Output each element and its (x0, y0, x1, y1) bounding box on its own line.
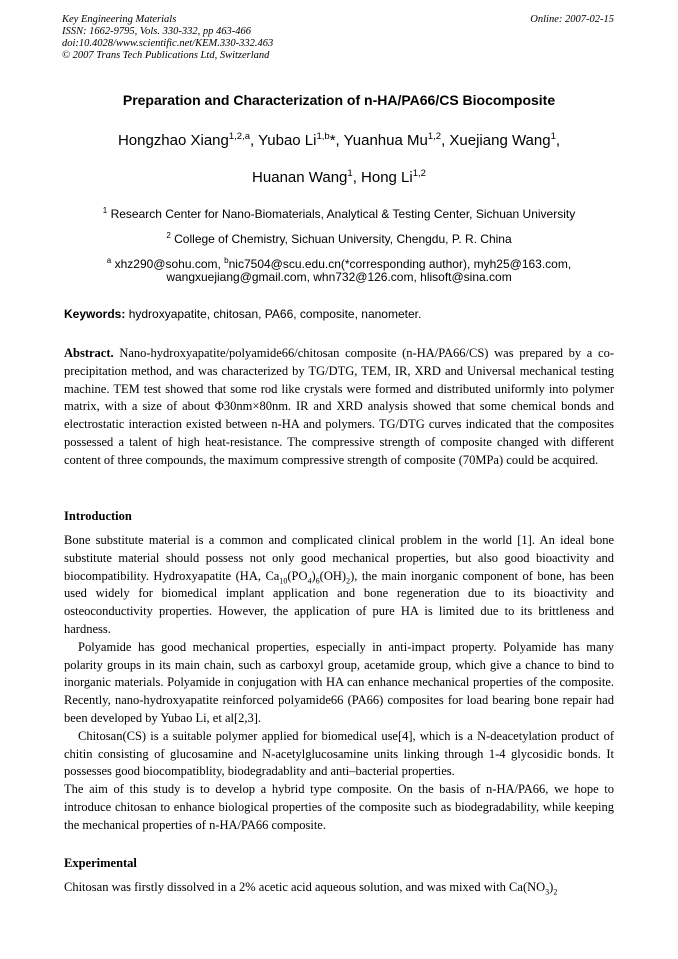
author-name: Hong Li (361, 169, 413, 186)
experimental-paragraph-1: Chitosan was firstly dissolved in a 2% acetic acid aqueous solution, and was mixed with $Ca(NO_3)_2$ (64, 880, 558, 897)
author-affiliation-mark: 1 (550, 131, 556, 142)
author-name: Yuanhua Mu (343, 132, 428, 149)
keywords (64, 307, 421, 321)
abstract-text: Nano-hydroxyapatite/polyamide66/chitosan composite (n-HA/PA66/CS) was prepared by a co-precipitation method, and was characterized by TG/DTG, TEM, IR, XRD and Universal mechanical testing machine. TEM test showed that some rod like crystals were formed and distributed uniformly into polymer matrix, with a size of about Φ30nm×80nm. IR and XRD analysis showed that some chemical bonds and electrostatic interaction existed between n-HA and polymers. TG/DTG curves indicated that the composites possessed a talent of high heat-resistance. The compressive strength of composite changed with different content of three compounds, the maximum compressive strength of composite (70MPa) could be acquired. (64, 346, 614, 467)
intro-paragraph-2: Polyamide has good mechanical properties, especially in anti-impact property. Polyamide has many polarity groups in its main chain, such as carboxyl group, acetamide group, which give a chance to bind to inorganic materials. Polyamide in conjugation with HA can enhance mechanical properties of the composite. Recently, nano-hydroxyapatite reinforced polyamide66 (PA66) composites for load bearing bone repair had been developed by Yubao Li, et al[2,3]. (64, 639, 614, 725)
author-name: Huanan Wang (252, 169, 348, 186)
introduction-body (64, 532, 614, 835)
journal-copyright: © 2007 Trans Tech Publications Ltd, Switzerland (62, 50, 270, 61)
introduction-heading: Introduction (64, 509, 132, 523)
author-line-2: Huanan Wang$^1$, Hong Li$^{1,2}$ (252, 168, 426, 186)
email-text: nic7504@scu.edu.cn(*corresponding author), myh25@163.com, (228, 257, 572, 271)
abstract-label: Abstract. (64, 346, 114, 360)
author-affiliation-mark: 1,b (316, 131, 330, 142)
affiliation-mark: 2 (166, 231, 171, 240)
email-mark: b (224, 256, 229, 265)
affiliation-1 (0, 202, 678, 223)
author-affiliation-mark: 1,2,a (228, 131, 250, 142)
intro-paragraph-3: Chitosan(CS) is a suitable polymer applied for biomedical use[4], which is a N-deacetylation product of chitin consisting of glucosamine and N-acetylglucosamine units linking through 1-4 glycosidic bonds. It possesses good biocompatiblity, biodegradablity and anti–bacterial properties. (64, 728, 614, 779)
email-mark: a (106, 256, 112, 265)
author-affiliation-mark: 1 (347, 168, 353, 179)
author-affiliation-mark: 1,2 (412, 168, 426, 179)
journal-name: Key Engineering Materials (62, 14, 177, 25)
affiliation-text: College of Chemistry, Sichuan University, Chengdu, P. R. China (174, 232, 512, 246)
experimental-body (64, 879, 614, 897)
affiliation-text: Research Center for Nano-Biomaterials, Analytical & Testing Center, Sichuan University (110, 207, 576, 221)
author-line-1: Hongzhao Xiang$^{1,2,a}$, Yubao Li$^{1,b}$*, Yuanhua Mu$^{1,2}$, Xuejiang Wang$^1$, (117, 131, 561, 149)
experimental-heading: Experimental (64, 856, 137, 870)
author-name: Hongzhao Xiang (117, 132, 229, 149)
abstract (64, 345, 614, 470)
intro-paragraph-4: The aim of this study is to develop a hybrid type composite. On the basis of n-HA/PA66, we hope to introduce chitosan to enhance biological properties of the composite such as biodegradability, while keeping the mechanical properties of n-HA/PA66 composite. (64, 782, 614, 832)
journal-doi: doi:10.4028/www.scientific.net/KEM.330-332.463 (62, 38, 274, 49)
intro-paragraph-1: Bone substitute material is a common and complicated clinical problem in the world [1]. An ideal bone substitute material should possess not only good mechanical properties, but also good bioactivity and biocompatibility. Hydroxyapatite (HA, $Ca_{10}(PO_4)_6(OH)_2$), the main inorganic component of bone, has been used widely for biomedical implant application and bone regeneration due to its bioactivity and osteoconductivity properties. However, the application of pure HA is limited due to its brittleness and hardness. (64, 533, 614, 636)
paper-title: Preparation and Characterization of n-HA/PA66/CS Biocomposite (122, 92, 556, 108)
online-date: Online: 2007-02-15 (530, 14, 614, 25)
author-name: Xuejiang Wang (449, 132, 551, 149)
email-text: xhz290@sohu.com, (114, 257, 225, 271)
keywords-text: hydroxyapatite, chitosan, PA66, composite, nanometer. (128, 307, 422, 321)
journal-issn: ISSN: 1662-9795, Vols. 330-332, pp 463-466 (62, 26, 251, 37)
journal-header (62, 14, 273, 62)
affiliation-2 (0, 227, 678, 248)
author-name: Yubao Li (258, 132, 317, 149)
keywords-label: Keywords: (64, 307, 126, 321)
email-line-2: wangxuejiang@gmail.com, whn732@126.com, hlisoft@sina.com (166, 270, 512, 284)
author-affiliation-mark: 1,2 (427, 131, 442, 142)
affiliation-mark: 1 (102, 206, 108, 215)
